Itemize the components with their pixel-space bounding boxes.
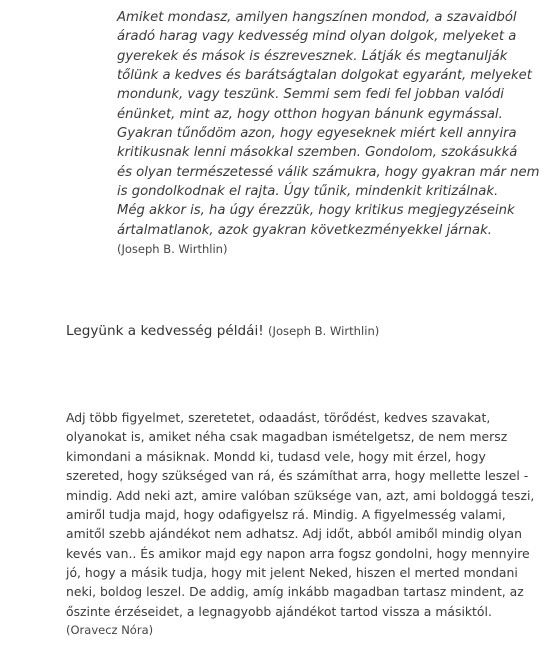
paragraph-line: jó, hogy a másik tudja, hogy mit jelent Neked, hiszen el merted mondani <box>66 565 518 580</box>
quote-block <box>117 8 540 259</box>
quote-line: és olyan természetessé válik számukra, hogy gyakran már nem <box>117 164 540 180</box>
paragraph-line: kevés van.. És amikor majd egy napon arra fogsz gondolni, hogy mennyire <box>66 545 530 561</box>
quote-line: ártalmatlanok, azok gyakran következményekkel járnak. <box>117 222 492 238</box>
quote-line: tőlünk a kedves és barátságtalan dolgokat egyaránt, melyeket <box>117 68 532 84</box>
quote-line: gyerekek és mások is észrevesznek. Látják és megtanulják <box>117 48 508 64</box>
paragraph-line: neki, boldog leszel. De addig, amíg inkább magadban tartasz mindent, az <box>66 584 524 600</box>
quote-line: áradó harag vagy kedvesség mind olyan dolgok, melyeket a <box>117 29 517 45</box>
quote-attribution: (Joseph B. Wirthlin) <box>117 242 228 257</box>
paragraph-line: amitől szebb ajándékot nem adhatsz. Adj időt, abból amiből mindig olyan <box>66 526 522 542</box>
paragraph-attribution: (Oravecz Nóra) <box>66 623 154 638</box>
quote-line: mondunk, vagy teszünk. Semmi sem fedi fel jobban valódi <box>117 87 504 103</box>
quote-line: Még akkor is, ha úgy érezzük, hogy kritikus megjegyzéseink <box>117 203 515 219</box>
heading-author: (Joseph B. Wirthlin) <box>268 324 380 338</box>
quote-line: is gondolkodnak el rajta. Úgy tűnik, mindenkit kritizálnak. <box>117 184 499 200</box>
paragraph-line: Adj több figyelmet, szeretetet, odaadást, törődést, kedves szavakat, <box>66 410 491 425</box>
paragraph-line: olyanokat is, amiket néha csak magadban ismételgetsz, de nem mersz <box>66 429 508 445</box>
quote-line: énünket, mint az, hogy otthon hogyan bánunk egymással. <box>117 106 503 122</box>
paragraph-line: szereted, hogy szükséged van rá, és számíthat arra, hogy mellette leszel - <box>66 468 529 484</box>
paragraph-line: kimondani a másiknak. Mondd ki, tudasd vele, hogy mit érzel, hogy <box>66 448 486 464</box>
paragraph-line: amiről tudja majd, hogy odafigyelsz rá. Mindig. A figyelmesség valami, <box>66 506 506 522</box>
quote-line: kritikusnak lenni másokkal szemben. Gondolom, szokásukká <box>117 145 518 161</box>
quote-line: Gyakran tűnődöm azon, hogy egyeseknek miért kell annyira <box>117 126 517 142</box>
paragraph-block <box>66 408 550 641</box>
section-heading <box>66 323 379 339</box>
quote-line: Amiket mondasz, amilyen hangszínen mondod, a szavaidból <box>117 10 517 25</box>
heading-title: Legyünk a kedvesség példái! <box>66 323 264 339</box>
paragraph-line: őszinte érzéseidet, a legnagyobb ajándékot tartod vissza a másiktól. <box>66 603 492 619</box>
paragraph-line: mindig. Add neki azt, amire valóban szüksége van, azt, ami boldoggá teszi, <box>66 487 535 503</box>
